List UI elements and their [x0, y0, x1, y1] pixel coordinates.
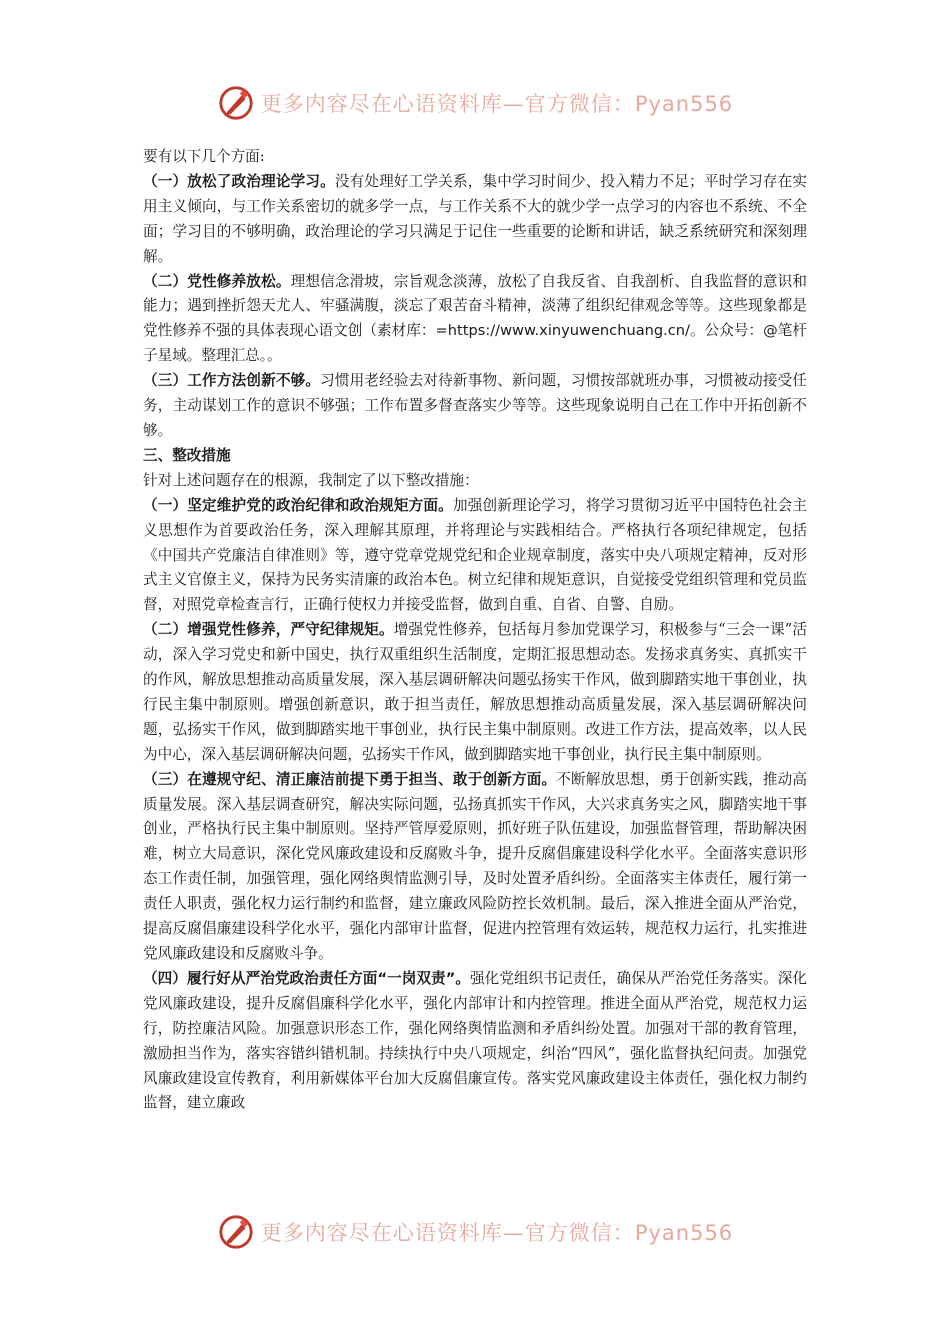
measure-2 [143, 618, 807, 767]
measure-3-head: （三）在遵规守纪、清正廉洁前提下勇于担当、敢于创新方面。 [143, 770, 557, 788]
problem-1-body: 没有处理好工学关系，集中学习时间少、投入精力不足；平时学习存在实用主义倾向，与工作关系密切的就多学一点，与工作关系不大的就少学一点学习的内容也不系统、不全面；学习目的不够明确，政治理论的学习只满足于记住一些重要的论断和讲话，缺乏系统研究和深刻理解。 [143, 172, 807, 265]
banner-text-main: 更多内容尽在心语资料库—官方微信： [260, 92, 635, 116]
document-body [143, 145, 807, 1116]
section-intro: 针对上述问题存在的根源，我制定了以下整改措施： [143, 471, 479, 489]
measure-1 [143, 494, 807, 619]
measure-4-body: 强化党组织书记责任，确保从严治党任务落实。深化党风廉政建设，提升反腐倡廉科学化水平，强化内部审计和内控管理。推进全面从严治党，规范权力运行，防控廉洁风险。加强意识形态工作，强化网络舆情监测和矛盾纠纷处置。加强对干部的教育管理，激励担当作为，落实容错纠错机制。持续执行中央八项规定，纠治“四风”，强化监督执纪问责。加强党风廉政建设宣传教育，利用新媒体平台加大反腐倡廉宣传。落实党风廉政建设主体责任，强化权力制约监督，建立廉政 [143, 969, 807, 1112]
measure-1-head: （一）坚定维护党的政治纪律和政治规矩方面。 [143, 496, 453, 514]
measure-2-body: 增强党性修养，包括每月参加党课学习，积极参与“三会一课”活动，深入学习党史和新中国史，执行双重组织生活制度，定期汇报思想动态。发扬求真务实、真抓实干的作风，解放思想推动高质量发展，深入基层调研解决问题弘扬实干作风，做到脚踏实地干事创业，执行民主集中制原则。增强创新意识，敢于担当责任，解放思想推动高质量发展，深入基层调研解决问题，弘扬实干作风，做到脚踏实地干事创业，执行民主集中制原则。改进工作方法，提高效率，以人民为中心，深入基层调研解决问题，弘扬实干作风，做到脚踏实地干事创业，执行民主集中制原则。 [143, 621, 807, 763]
problem-3-head: （三）工作方法创新不够。 [143, 372, 321, 390]
measure-1-body: 加强创新理论学习，将学习贯彻习近平中国特色社会主义思想作为首要政治任务，深入理解其原理，并将理论与实践相结合。严格执行各项纪律规定，包括《中国共产党廉洁自律准则》等，遵守党章党规党纪和企业规章制度，落实中央八项规定精神，反对形式主义官僚主义，保持为民务实清廉的政治本色。树立纪律和规矩意识，自觉接受党组织管理和党员监督，对照党章检查言行，正确行使权力并接受监督，做到自重、自省、自警、自励。 [143, 496, 807, 614]
measure-4-head: （四）履行好从严治党政治责任方面“一岗双责”。 [143, 969, 471, 987]
banner-text-main: 更多内容尽在心语资料库—官方微信： [260, 1221, 635, 1245]
section-title: 三、整改措施 [143, 446, 231, 464]
measure-2-head: （二）增强党性修养，严守纪律规矩。 [143, 621, 394, 639]
measure-4 [143, 967, 807, 1116]
pen-logo-icon [217, 84, 255, 122]
banner-wechat-id: Pyan556 [634, 1221, 734, 1245]
measure-3 [143, 768, 807, 967]
problem-1 [143, 170, 807, 270]
problem-2 [143, 270, 807, 370]
problem-1-head: （一）放松了政治理论学习。 [143, 172, 335, 190]
intro-line: 要有以下几个方面: [143, 148, 265, 165]
problem-3 [143, 369, 807, 444]
measure-3-body: 不断解放思想，勇于创新实践，推动高质量发展。深入基层调查研究，解决实际问题，弘扬真抓实干作风，大兴求真务实之风，脚踏实地干事创业，严格执行民主集中制原则。坚持严管厚爱原则，抓好班子队伍建设，加强监督管理，帮助解决困难，树立大局意识，深化党风廉政建设和反腐败斗争，提升反腐倡廉建设科学化水平。全面落实意识形态工作责任制，加强管理，强化网络舆情监测引导，及时处置矛盾纠纷。全面落实主体责任，履行第一责任人职责，强化权力运行制约和监督，建立廉政风险防控长效机制。最后，深入推进全面从严治党，提高反腐倡廉建设科学化水平，强化内部审计监督，促进内控管理有效运转，规范权力运行，扎实推进党风廉政建设和反腐败斗争。 [143, 770, 807, 962]
banner-wechat-id: Pyan556 [634, 92, 734, 116]
problem-2-head: （二）党性修养放松。 [143, 272, 291, 290]
footer-banner [0, 1212, 950, 1252]
header-banner [0, 83, 950, 123]
problem-3-body: 习惯用老经验去对待新事物、新问题，习惯按部就班办事，习惯被动接受任务，主动谋划工作的意识不够强；工作布置多督查落实少等等。这些现象说明自己在工作中开拓创新不够。 [143, 372, 807, 439]
pen-logo-icon [217, 1213, 255, 1251]
problem-2-body: 理想信念滑坡，宗旨观念淡薄，放松了自我反省、自我剖析、自我监督的意识和能力；遇到挫折怨天尤人、牢骚满腹，淡忘了艰苦奋斗精神，淡薄了组织纪律观念等等。这些现象都是党性修养不强的具体表现心语文创（素材库：=https://www.xinyuwenchuang.cn/。公众号：@笔杆子星域。整理汇总。。 [143, 272, 807, 365]
